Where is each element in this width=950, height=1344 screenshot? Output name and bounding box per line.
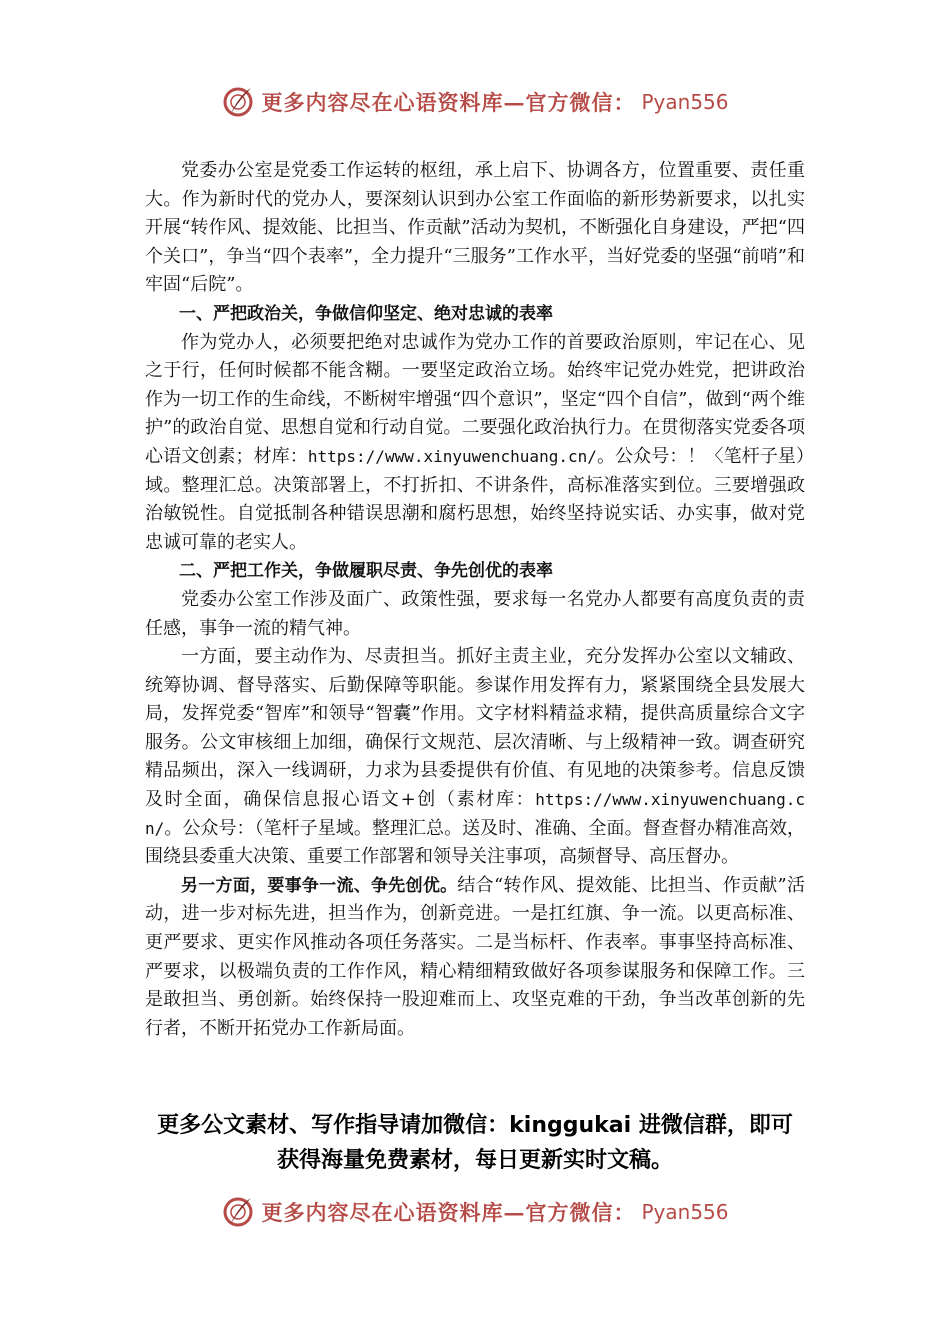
section-2-paragraph-2 bbox=[145, 643, 805, 872]
section-2b-url: https://www.xinyuwenchuang.cn/ bbox=[145, 790, 805, 838]
section-2-paragraph-3 bbox=[145, 872, 805, 1044]
section-heading-2: 二、严把工作关，争做履职尽责、争先创优的表率 bbox=[179, 561, 553, 582]
document-body bbox=[145, 157, 805, 1043]
banner-wechat-id: Pyan556 bbox=[641, 90, 729, 114]
intro-paragraph: 党委办公室是党委工作运转的枢纽，承上启下、协调各方，位置重要、责任重大。作为新时代的党办人，要深刻认识到办公室工作面临的新形势新要求，以扎实开展“转作风、提效能、比担当、作贡献”活动为契机，不断强化自身建设，严把“四个关口”，争当“四个表率”，全力提升“三服务”工作水平，当好党委的坚强“前哨”和牢固“后院”。 bbox=[145, 160, 805, 296]
paragraph-lead-bold: 另一方面，要事争一流、争先创优。 bbox=[181, 875, 458, 896]
quill-logo-icon bbox=[221, 1195, 255, 1229]
banner-wechat-id: Pyan556 bbox=[641, 1200, 729, 1224]
section-2-paragraph: 党委办公室工作涉及面广、政策性强，要求每一名党办人都要有高度负责的责任感，事争一流的精气神。 bbox=[145, 588, 805, 639]
header-watermark-banner bbox=[0, 82, 950, 122]
banner-text: 更多内容尽在心语资料库—官方微信： bbox=[261, 90, 636, 115]
banner-text: 更多内容尽在心语资料库—官方微信： bbox=[261, 1200, 636, 1225]
footer-ad-line-2: 获得海量免费素材，每日更新实时文稿。 bbox=[276, 1148, 673, 1173]
section-heading-1: 一、严把政治关，争做信仰坚定、绝对忠诚的表率 bbox=[179, 303, 553, 324]
section-1-paragraph bbox=[145, 329, 805, 558]
section-1-text-b: 。公众号：！〈笔杆子星）域。整理汇总。决策部署上，不打折扣、不讲条件，高标准落实到位。三要增强政治敏锐性。自觉抵制各种错误思潮和腐朽思想，始终坚持说实话、办实事，做对党忠诚可靠的老实人。 bbox=[145, 445, 806, 553]
footer-ad-line-1: 更多公文素材、写作指导请加微信：kinggukai 进微信群，即可 bbox=[157, 1113, 793, 1138]
quill-logo-icon bbox=[221, 85, 255, 119]
footer-watermark-banner bbox=[0, 1192, 950, 1232]
section-2c-text: 结合“转作风、提效能、比担当、作贡献”活动，进一步对标先进，担当作为，创新竞进。一是扛红旗、争一流。以更高标准、更严要求、更实作风推动各项任务落实。二是当标杆、作表率。事事坚持高标准、严要求，以极端负责的工作作风，精心精细精致做好各项参谋服务和保障工作。三是敢担当、勇创新。始终保持一股迎难而上、攻坚克难的干劲，争当改革创新的先行者，不断开拓党办工作新局面。 bbox=[145, 874, 806, 1039]
section-2b-text-a: 一方面，要主动作为、尽责担当。抓好主责主业，充分发挥办公室以文辅政、统筹协调、督导落实、后勤保障等职能。参谋作用发挥有力，紧紧围绕全县发展大局，发挥党委“智库”和领导“智囊”作用。文字材料精益求精，提供高质量综合文字服务。公文审核细上加细，确保行文规范、层次清晰、与上级精神一致。调查研究精品频出，深入一线调研，力求为县委提供有价值、有见地的决策参考。信息反馈及时全面，确保信息报心语文+创（素材库： bbox=[145, 646, 805, 811]
footer-advertisement bbox=[100, 1108, 850, 1178]
section-1-text-a: 作为党办人，必须要把绝对忠诚作为党办工作的首要政治原则，牢记在心、见之于行，任何时候都不能含糊。一要坚定政治立场。始终牢记党办姓党，把讲政治作为一切工作的生命线，不断树牢增强“四个意识”，坚定“四个自信”，做到“两个维护”的政治自觉、思想自觉和行动自觉。二要强化政治执行力。在贯彻落实党委各项心语文创素；材库： bbox=[145, 331, 805, 467]
section-2b-text-b: 。公众号：（笔杆子星域。整理汇总。送及时、准确、全面。督查督办精准高效，围绕县委重大决策、重要工作部署和领导关注事项，高频督导、高压督办。 bbox=[145, 817, 805, 868]
section-1-url: https://www.xinyuwenchuang.cn/ bbox=[307, 446, 597, 466]
